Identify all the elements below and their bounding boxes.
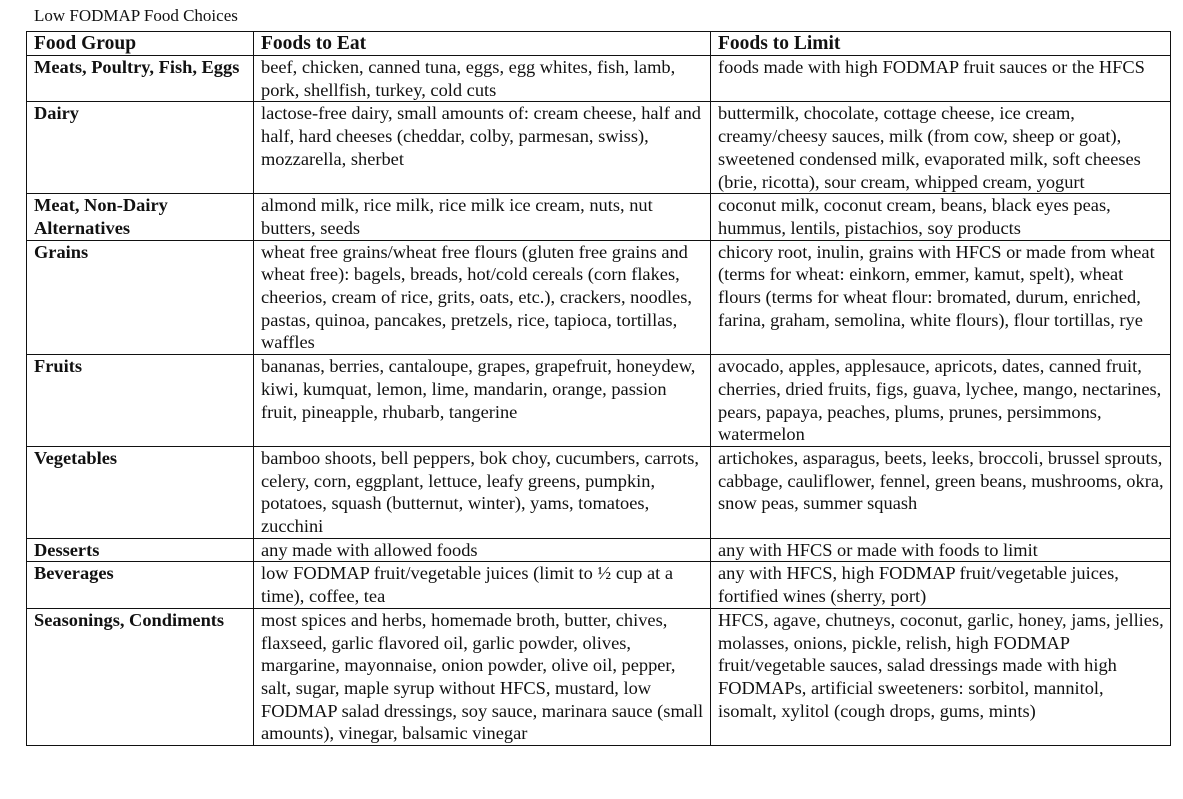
header-foods-to-limit: Foods to Limit [711,32,1171,56]
foods-to-limit-cell: any with HFCS, high FODMAP fruit/vegetable juices, fortified wines (sherry, port) [711,562,1171,608]
table-row [27,355,1171,447]
food-group-cell: Dairy [27,102,254,194]
header-food-group: Food Group [27,32,254,56]
foods-to-limit-cell: artichokes, asparagus, beets, leeks, broccoli, brussel sprouts, cabbage, cauliflower, fennel, green beans, mushrooms, okra, snow peas, summer squash [711,446,1171,538]
foods-to-eat-cell: almond milk, rice milk, rice milk ice cream, nuts, nut butters, seeds [254,194,711,240]
food-group-cell: Meat, Non-Dairy Alternatives [27,194,254,240]
food-group-cell: Grains [27,240,254,355]
table-row [27,562,1171,608]
table-row [27,56,1171,102]
document-title: Low FODMAP Food Choices [34,6,238,25]
food-group-cell: Fruits [27,355,254,447]
foods-to-limit-cell: any with HFCS or made with foods to limit [711,538,1171,562]
food-group-cell: Desserts [27,538,254,562]
foods-to-eat-cell: most spices and herbs, homemade broth, butter, chives, flaxseed, garlic flavored oil, garlic powder, olives, margarine, mayonnaise, onion powder, olive oil, pepper, salt, sugar, maple syrup without HFCS, mustard, low FODMAP salad dressings, soy sauce, marinara sauce (small amounts), vinegar, balsamic vinegar [254,608,711,745]
foods-to-limit-cell: coconut milk, coconut cream, beans, black eyes peas, hummus, lentils, pistachios, soy products [711,194,1171,240]
foods-to-eat-cell: wheat free grains/wheat free flours (gluten free grains and wheat free): bagels, breads, hot/cold cereals (corn flakes, cheerios, cream of rice, grits, oats, etc.), crackers, noodles, pastas, quinoa, pancakes, pretzels, rice, tapioca, tortillas, waffles [254,240,711,355]
foods-to-eat-cell: beef, chicken, canned tuna, eggs, egg whites, fish, lamb, pork, shellfish, turkey, cold cuts [254,56,711,102]
table-row [27,240,1171,355]
food-group-cell: Beverages [27,562,254,608]
table-row [27,608,1171,745]
header-row [27,32,1171,56]
table-row [27,194,1171,240]
foods-to-limit-cell: buttermilk, chocolate, cottage cheese, ice cream, creamy/cheesy sauces, milk (from cow, sheep or goat), sweetened condensed milk, evaporated milk, soft cheeses (brie, ricotta), sour cream, whipped cream, yogurt [711,102,1171,194]
foods-to-limit-cell: HFCS, agave, chutneys, coconut, garlic, honey, jams, jellies, molasses, onions, pickle, relish, high FODMAP fruit/vegetable sauces, salad dressings made with high FODMAPs, artificial sweeteners: sorbitol, mannitol, isomalt, xylitol (cough drops, gums, mints) [711,608,1171,745]
header-foods-to-eat: Foods to Eat [254,32,711,56]
foods-to-eat-cell: low FODMAP fruit/vegetable juices (limit to ½ cup at a time), coffee, tea [254,562,711,608]
foods-to-limit-cell: avocado, apples, applesauce, apricots, dates, canned fruit, cherries, dried fruits, figs, guava, lychee, mango, nectarines, pears, papaya, peaches, plums, prunes, persimmons, watermelon [711,355,1171,447]
table-row [27,538,1171,562]
foods-to-limit-cell: foods made with high FODMAP fruit sauces or the HFCS [711,56,1171,102]
foods-to-eat-cell: bamboo shoots, bell peppers, bok choy, cucumbers, carrots, celery, corn, eggplant, lettuce, leafy greens, pumpkin, potatoes, squash (butternut, winter), yams, tomatoes, zucchini [254,446,711,538]
foods-to-eat-cell: lactose-free dairy, small amounts of: cream cheese, half and half, hard cheeses (cheddar, colby, parmesan, swiss), mozzarella, sherbet [254,102,711,194]
table-row [27,446,1171,538]
foods-to-eat-cell: bananas, berries, cantaloupe, grapes, grapefruit, honeydew, kiwi, kumquat, lemon, lime, mandarin, orange, passion fruit, pineapple, rhubarb, tangerine [254,355,711,447]
fodmap-table [26,31,1171,746]
food-group-cell: Seasonings, Condiments [27,608,254,745]
food-group-cell: Vegetables [27,446,254,538]
foods-to-limit-cell: chicory root, inulin, grains with HFCS or made from wheat (terms for wheat: einkorn, emmer, kamut, spelt), wheat flours (terms for wheat flour: bromated, durum, enriched, farina, graham, semolina, white flours), flour tortillas, rye [711,240,1171,355]
foods-to-eat-cell: any made with allowed foods [254,538,711,562]
table-row [27,102,1171,194]
food-group-cell: Meats, Poultry, Fish, Eggs [27,56,254,102]
